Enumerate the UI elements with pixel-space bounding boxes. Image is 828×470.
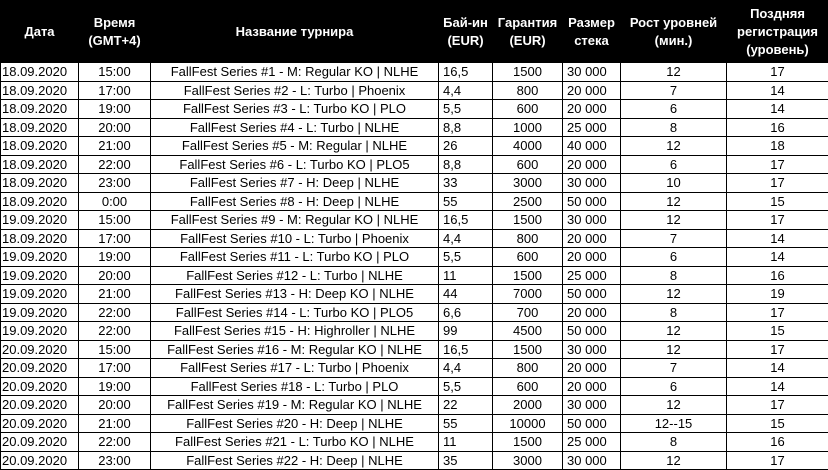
cell-date: 18.09.2020: [1, 192, 79, 211]
cell-level-duration: 8: [621, 433, 727, 452]
cell-tournament-name: FallFest Series #22 - H: Deep | NLHE: [151, 451, 439, 470]
cell-level-duration: 7: [621, 229, 727, 248]
cell-stack-size: 50 000: [563, 285, 621, 304]
cell-date: 20.09.2020: [1, 414, 79, 433]
header-level-duration: Рост уровней (мин.): [621, 1, 727, 63]
cell-date: 18.09.2020: [1, 174, 79, 193]
table-row: [1, 81, 828, 100]
cell-guarantee: 1500: [493, 433, 563, 452]
cell-level-duration: 8: [621, 303, 727, 322]
cell-late-registration: 16: [727, 266, 828, 285]
cell-stack-size: 50 000: [563, 322, 621, 341]
cell-level-duration: 12: [621, 137, 727, 156]
cell-guarantee: 10000: [493, 414, 563, 433]
table-row: [1, 211, 828, 230]
cell-late-registration: 17: [727, 211, 828, 230]
cell-stack-size: 30 000: [563, 451, 621, 470]
cell-tournament-name: FallFest Series #15 - H: Highroller | NLHE: [151, 322, 439, 341]
table-row: [1, 396, 828, 415]
cell-late-registration: 14: [727, 377, 828, 396]
cell-buy-in: 5,5: [439, 377, 493, 396]
cell-date: 19.09.2020: [1, 322, 79, 341]
cell-late-registration: 17: [727, 340, 828, 359]
cell-buy-in: 16,5: [439, 340, 493, 359]
cell-guarantee: 700: [493, 303, 563, 322]
cell-buy-in: 4,4: [439, 229, 493, 248]
cell-guarantee: 3000: [493, 451, 563, 470]
cell-tournament-name: FallFest Series #13 - H: Deep KO | NLHE: [151, 285, 439, 304]
cell-late-registration: 18: [727, 137, 828, 156]
cell-guarantee: 800: [493, 81, 563, 100]
cell-date: 19.09.2020: [1, 285, 79, 304]
cell-time: 15:00: [79, 63, 151, 82]
cell-buy-in: 16,5: [439, 63, 493, 82]
header-stack-size: Размер стека: [563, 1, 621, 63]
cell-buy-in: 4,4: [439, 81, 493, 100]
cell-level-duration: 12: [621, 451, 727, 470]
cell-tournament-name: FallFest Series #18 - L: Turbo | PLO: [151, 377, 439, 396]
cell-tournament-name: FallFest Series #4 - L: Turbo | NLHE: [151, 118, 439, 137]
cell-level-duration: 12: [621, 192, 727, 211]
cell-buy-in: 26: [439, 137, 493, 156]
cell-late-registration: 15: [727, 192, 828, 211]
cell-tournament-name: FallFest Series #3 - L: Turbo KO | PLO: [151, 100, 439, 119]
table-row: [1, 359, 828, 378]
cell-stack-size: 20 000: [563, 248, 621, 267]
cell-date: 18.09.2020: [1, 100, 79, 119]
cell-late-registration: 15: [727, 322, 828, 341]
cell-stack-size: 30 000: [563, 63, 621, 82]
cell-stack-size: 50 000: [563, 414, 621, 433]
table-row: [1, 414, 828, 433]
cell-late-registration: 14: [727, 81, 828, 100]
table-body: [1, 63, 828, 470]
cell-level-duration: 6: [621, 100, 727, 119]
cell-late-registration: 17: [727, 155, 828, 174]
cell-late-registration: 17: [727, 451, 828, 470]
cell-buy-in: 5,5: [439, 248, 493, 267]
cell-stack-size: 30 000: [563, 174, 621, 193]
header-time: Время (GMT+4): [79, 1, 151, 63]
table-row: [1, 100, 828, 119]
table-row: [1, 377, 828, 396]
cell-date: 19.09.2020: [1, 248, 79, 267]
cell-late-registration: 15: [727, 414, 828, 433]
cell-date: 20.09.2020: [1, 396, 79, 415]
cell-guarantee: 600: [493, 377, 563, 396]
table-row: [1, 340, 828, 359]
cell-time: 22:00: [79, 155, 151, 174]
cell-buy-in: 6,6: [439, 303, 493, 322]
cell-time: 22:00: [79, 303, 151, 322]
cell-time: 0:00: [79, 192, 151, 211]
cell-late-registration: 17: [727, 303, 828, 322]
cell-buy-in: 16,5: [439, 211, 493, 230]
cell-guarantee: 4000: [493, 137, 563, 156]
cell-guarantee: 800: [493, 229, 563, 248]
table-row: [1, 155, 828, 174]
cell-level-duration: 12: [621, 285, 727, 304]
header-row: [1, 1, 828, 63]
cell-late-registration: 17: [727, 396, 828, 415]
cell-stack-size: 20 000: [563, 155, 621, 174]
cell-stack-size: 20 000: [563, 229, 621, 248]
cell-stack-size: 25 000: [563, 118, 621, 137]
table-row: [1, 137, 828, 156]
cell-tournament-name: FallFest Series #7 - H: Deep | NLHE: [151, 174, 439, 193]
cell-buy-in: 35: [439, 451, 493, 470]
cell-time: 20:00: [79, 266, 151, 285]
cell-time: 22:00: [79, 433, 151, 452]
cell-late-registration: 14: [727, 248, 828, 267]
cell-stack-size: 25 000: [563, 433, 621, 452]
table-row: [1, 285, 828, 304]
cell-stack-size: 30 000: [563, 211, 621, 230]
cell-tournament-name: FallFest Series #20 - H: Deep | NLHE: [151, 414, 439, 433]
cell-buy-in: 8,8: [439, 118, 493, 137]
cell-guarantee: 1000: [493, 118, 563, 137]
cell-tournament-name: FallFest Series #11 - L: Turbo KO | PLO: [151, 248, 439, 267]
cell-time: 17:00: [79, 229, 151, 248]
table-row: [1, 174, 828, 193]
cell-date: 20.09.2020: [1, 340, 79, 359]
cell-date: 18.09.2020: [1, 118, 79, 137]
cell-time: 20:00: [79, 396, 151, 415]
cell-guarantee: 2000: [493, 396, 563, 415]
cell-guarantee: 1500: [493, 211, 563, 230]
cell-guarantee: 800: [493, 359, 563, 378]
cell-late-registration: 16: [727, 118, 828, 137]
header-guarantee: Гарантия (EUR): [493, 1, 563, 63]
cell-buy-in: 33: [439, 174, 493, 193]
cell-time: 15:00: [79, 211, 151, 230]
cell-guarantee: 3000: [493, 174, 563, 193]
cell-guarantee: 4500: [493, 322, 563, 341]
cell-date: 18.09.2020: [1, 81, 79, 100]
table-row: [1, 266, 828, 285]
cell-guarantee: 1500: [493, 266, 563, 285]
cell-level-duration: 6: [621, 377, 727, 396]
cell-date: 18.09.2020: [1, 155, 79, 174]
cell-time: 19:00: [79, 248, 151, 267]
cell-late-registration: 14: [727, 359, 828, 378]
cell-tournament-name: FallFest Series #19 - M: Regular KO | NLHE: [151, 396, 439, 415]
table-row: [1, 322, 828, 341]
cell-date: 19.09.2020: [1, 266, 79, 285]
cell-date: 18.09.2020: [1, 137, 79, 156]
cell-level-duration: 12: [621, 340, 727, 359]
cell-guarantee: 1500: [493, 340, 563, 359]
cell-level-duration: 7: [621, 81, 727, 100]
cell-stack-size: 20 000: [563, 303, 621, 322]
cell-late-registration: 14: [727, 229, 828, 248]
cell-level-duration: 12: [621, 211, 727, 230]
cell-level-duration: 10: [621, 174, 727, 193]
cell-time: 21:00: [79, 137, 151, 156]
cell-tournament-name: FallFest Series #16 - M: Regular KO | NLHE: [151, 340, 439, 359]
cell-time: 17:00: [79, 359, 151, 378]
cell-stack-size: 20 000: [563, 81, 621, 100]
cell-late-registration: 16: [727, 433, 828, 452]
cell-tournament-name: FallFest Series #8 - H: Deep | NLHE: [151, 192, 439, 211]
cell-late-registration: 19: [727, 285, 828, 304]
cell-tournament-name: FallFest Series #6 - L: Turbo KO | PLO5: [151, 155, 439, 174]
table-row: [1, 63, 828, 82]
cell-level-duration: 6: [621, 155, 727, 174]
table-row: [1, 229, 828, 248]
cell-time: 20:00: [79, 118, 151, 137]
cell-time: 17:00: [79, 81, 151, 100]
cell-time: 21:00: [79, 414, 151, 433]
cell-time: 15:00: [79, 340, 151, 359]
cell-buy-in: 11: [439, 266, 493, 285]
cell-date: 20.09.2020: [1, 377, 79, 396]
cell-tournament-name: FallFest Series #17 - L: Turbo | Phoenix: [151, 359, 439, 378]
table-row: [1, 303, 828, 322]
table-row: [1, 451, 828, 470]
cell-level-duration: 12: [621, 63, 727, 82]
cell-level-duration: 7: [621, 359, 727, 378]
header-tournament-name: Название турнира: [151, 1, 439, 63]
cell-buy-in: 11: [439, 433, 493, 452]
cell-guarantee: 7000: [493, 285, 563, 304]
cell-late-registration: 14: [727, 100, 828, 119]
cell-tournament-name: FallFest Series #9 - M: Regular KO | NLHE: [151, 211, 439, 230]
cell-date: 18.09.2020: [1, 229, 79, 248]
cell-buy-in: 8,8: [439, 155, 493, 174]
cell-date: 20.09.2020: [1, 359, 79, 378]
header-late-registration: Поздняя регистрация (уровень): [727, 1, 828, 63]
cell-buy-in: 55: [439, 414, 493, 433]
cell-tournament-name: FallFest Series #14 - L: Turbo KO | PLO5: [151, 303, 439, 322]
cell-guarantee: 1500: [493, 63, 563, 82]
cell-buy-in: 55: [439, 192, 493, 211]
cell-date: 20.09.2020: [1, 451, 79, 470]
cell-time: 22:00: [79, 322, 151, 341]
cell-stack-size: 20 000: [563, 377, 621, 396]
cell-time: 23:00: [79, 174, 151, 193]
cell-late-registration: 17: [727, 174, 828, 193]
cell-level-duration: 6: [621, 248, 727, 267]
cell-tournament-name: FallFest Series #1 - M: Regular KO | NLHE: [151, 63, 439, 82]
cell-time: 23:00: [79, 451, 151, 470]
cell-late-registration: 17: [727, 63, 828, 82]
header-date: Дата: [1, 1, 79, 63]
cell-date: 19.09.2020: [1, 303, 79, 322]
table-row: [1, 433, 828, 452]
cell-date: 19.09.2020: [1, 211, 79, 230]
cell-level-duration: 8: [621, 118, 727, 137]
cell-buy-in: 99: [439, 322, 493, 341]
cell-time: 19:00: [79, 377, 151, 396]
cell-date: 20.09.2020: [1, 433, 79, 452]
cell-stack-size: 20 000: [563, 100, 621, 119]
cell-stack-size: 50 000: [563, 192, 621, 211]
cell-stack-size: 25 000: [563, 266, 621, 285]
cell-guarantee: 600: [493, 100, 563, 119]
table-row: [1, 192, 828, 211]
cell-guarantee: 2500: [493, 192, 563, 211]
table-row: [1, 248, 828, 267]
cell-level-duration: 12: [621, 396, 727, 415]
cell-tournament-name: FallFest Series #21 - L: Turbo KO | NLHE: [151, 433, 439, 452]
cell-level-duration: 12--15: [621, 414, 727, 433]
cell-level-duration: 8: [621, 266, 727, 285]
header-buy-in: Бай-ин (EUR): [439, 1, 493, 63]
cell-tournament-name: FallFest Series #5 - M: Regular | NLHE: [151, 137, 439, 156]
cell-tournament-name: FallFest Series #2 - L: Turbo | Phoenix: [151, 81, 439, 100]
cell-stack-size: 30 000: [563, 396, 621, 415]
cell-stack-size: 40 000: [563, 137, 621, 156]
cell-guarantee: 600: [493, 155, 563, 174]
cell-buy-in: 4,4: [439, 359, 493, 378]
cell-stack-size: 20 000: [563, 359, 621, 378]
cell-guarantee: 600: [493, 248, 563, 267]
cell-time: 21:00: [79, 285, 151, 304]
cell-buy-in: 44: [439, 285, 493, 304]
cell-buy-in: 22: [439, 396, 493, 415]
table-row: [1, 118, 828, 137]
cell-tournament-name: FallFest Series #10 - L: Turbo | Phoenix: [151, 229, 439, 248]
cell-date: 18.09.2020: [1, 63, 79, 82]
cell-time: 19:00: [79, 100, 151, 119]
cell-stack-size: 30 000: [563, 340, 621, 359]
cell-buy-in: 5,5: [439, 100, 493, 119]
cell-level-duration: 12: [621, 322, 727, 341]
cell-tournament-name: FallFest Series #12 - L: Turbo | NLHE: [151, 266, 439, 285]
